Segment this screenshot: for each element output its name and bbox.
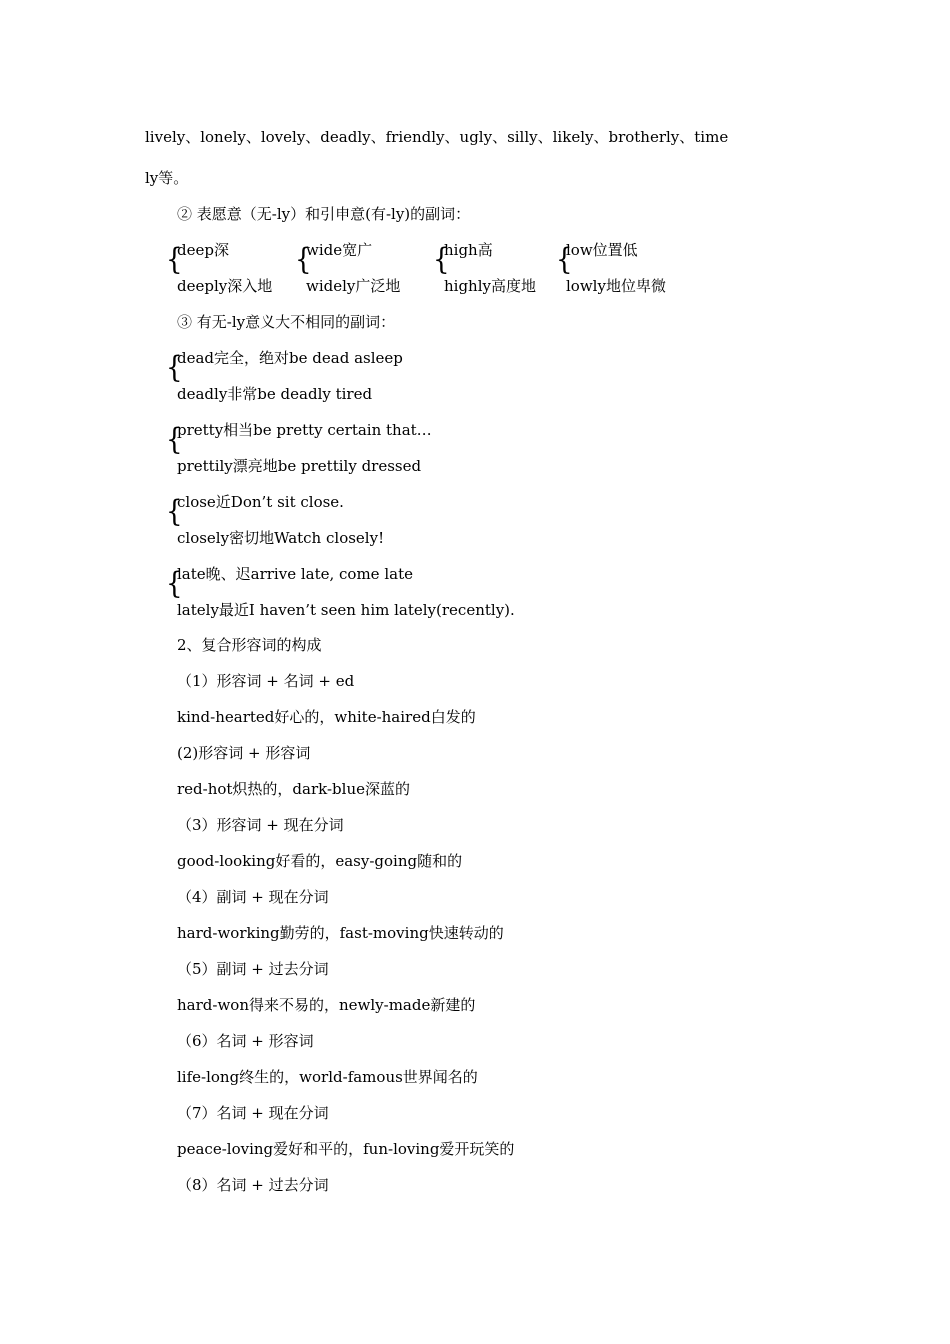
compound-example-3: good-looking好看的，easy-going随和的 bbox=[177, 852, 463, 870]
brace-icon: { bbox=[295, 242, 312, 278]
pair-top-wide: wide宽广 bbox=[306, 241, 373, 259]
section3-heading: ③ 有无-ly意义大不相同的副词： bbox=[177, 313, 396, 331]
pair-top-late: late晚、迟arrive late, come late bbox=[177, 565, 413, 583]
brace-icon: { bbox=[166, 494, 183, 530]
compound-example-6: life-long终生的，world-famous世界闻名的 bbox=[177, 1068, 478, 1086]
compound-rule-2: (2)形容词 + 形容词 bbox=[177, 744, 311, 762]
compound-example-1: kind-hearted好心的，white-haired白发的 bbox=[177, 708, 476, 726]
intro-line-2: ly等。 bbox=[145, 169, 189, 187]
pair-top-deep: deep深 bbox=[177, 241, 229, 259]
pair-top-close: close近Don’t sit close. bbox=[177, 493, 344, 511]
compound-rule-4: （4）副词 + 现在分词 bbox=[177, 888, 329, 906]
pair-top-low: low位置低 bbox=[566, 241, 638, 259]
pair-bottom-highly: highly高度地 bbox=[444, 277, 536, 295]
compound-example-7: peace-loving爱好和平的，fun-loving爱开玩笑的 bbox=[177, 1140, 515, 1158]
brace-icon: { bbox=[166, 242, 183, 278]
pair-top-pretty: pretty相当be pretty certain that… bbox=[177, 421, 432, 439]
compound-example-4: hard-working勤劳的，fast-moving快速转动的 bbox=[177, 924, 504, 942]
pair-bottom-closely: closely密切地Watch closely! bbox=[177, 529, 385, 547]
compound-rule-8: （8）名词 + 过去分词 bbox=[177, 1176, 329, 1194]
pair-bottom-lately: lately最近I haven’t seen him lately(recently). bbox=[177, 601, 515, 619]
section2-heading: ② 表愿意（无-ly）和引申意(有-ly)的副词： bbox=[177, 205, 471, 223]
brace-icon: { bbox=[166, 566, 183, 602]
brace-icon: { bbox=[166, 422, 183, 458]
compound-example-5: hard-won得来不易的，newly-made新建的 bbox=[177, 996, 476, 1014]
compound-example-2: red-hot炽热的，dark-blue深蓝的 bbox=[177, 780, 410, 798]
pair-bottom-prettily: prettily漂亮地be prettily dressed bbox=[177, 457, 422, 475]
compound-rule-5: （5）副词 + 过去分词 bbox=[177, 960, 329, 978]
pair-bottom-deeply: deeply深入地 bbox=[177, 277, 273, 295]
compound-heading: 2、复合形容词的构成 bbox=[177, 636, 322, 654]
brace-icon: { bbox=[433, 242, 450, 278]
compound-rule-1: （1）形容词 + 名词 + ed bbox=[177, 672, 355, 690]
pair-top-dead: dead完全，绝对be dead asleep bbox=[177, 349, 403, 367]
brace-icon: { bbox=[166, 350, 183, 386]
pair-top-high: high高 bbox=[444, 241, 493, 259]
intro-line-1: lively、lonely、lovely、deadly、friendly、ugly、silly、likely、brotherly、time bbox=[145, 128, 729, 146]
pair-bottom-widely: widely广泛地 bbox=[306, 277, 401, 295]
compound-rule-7: （7）名词 + 现在分词 bbox=[177, 1104, 329, 1122]
pair-bottom-lowly: lowly地位卑微 bbox=[566, 277, 666, 295]
brace-icon: { bbox=[556, 242, 573, 278]
compound-rule-6: （6）名词 + 形容词 bbox=[177, 1032, 314, 1050]
pair-bottom-deadly: deadly非常be deadly tired bbox=[177, 385, 373, 403]
compound-rule-3: （3）形容词 + 现在分词 bbox=[177, 816, 344, 834]
